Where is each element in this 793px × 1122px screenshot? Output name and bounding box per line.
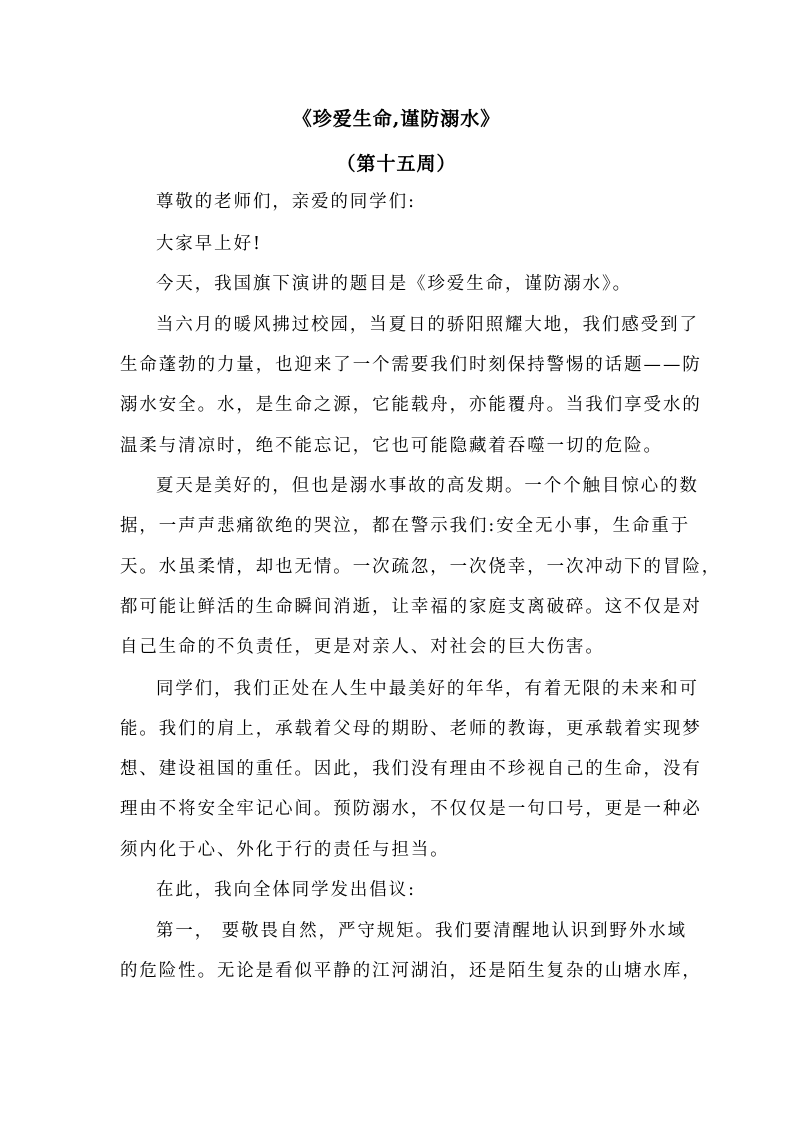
text-line: 能。我们的肩上，承载着父母的期盼、老师的教诲，更承载着实现梦 (120, 719, 702, 739)
greeting-line: 大家早上好! (156, 234, 262, 254)
document-title: 《珍爱生命,谨防溺水》 (292, 108, 501, 130)
text-line: 须内化于心、外化于行的责任与担当。 (120, 840, 450, 860)
text-line: 自己生命的不负责任，更是对亲人、对社会的巨大伤害。 (120, 637, 605, 657)
text-line: 生命蓬勃的力量，也迎来了一个需要我们时刻保持警惕的话题——防 (120, 355, 702, 375)
text-line: 都可能让鲜活的生命瞬间消逝，让幸福的家庭支离破碎。这不仅是对 (120, 597, 702, 617)
text-line: 据，一声声悲痛欲绝的哭泣，都在警示我们:安全无小事，生命重于 (120, 516, 691, 536)
text-line: 在此，我向全体同学发出倡议: (156, 880, 416, 900)
text-line: 的危险性。无论是看似平静的江河湖泊，还是陌生复杂的山塘水库， (120, 961, 702, 981)
text-line: 溺水安全。水，是生命之源，它能载舟，亦能覆舟。当我们享受水的 (120, 395, 702, 415)
text-line: 想、建设祖国的重任。因此，我们没有理由不珍视自己的生命，没有 (120, 759, 702, 779)
text-line: 温柔与清凉时，绝不能忘记，它也可能隐藏着吞噬一切的危险。 (120, 436, 663, 456)
document-subtitle: （第十五周） (336, 153, 457, 175)
text-line: 今天，我国旗下演讲的题目是《珍爱生命，谨防溺水》。 (156, 274, 633, 294)
greeting-line: 尊敬的老师们，亲爱的同学们: (156, 192, 416, 212)
text-line: 当六月的暖风拂过校园，当夏日的骄阳照耀大地，我们感受到了 (156, 315, 699, 335)
text-line: 理由不将安全牢记心间。预防溺水，不仅仅是一句口号，更是一种必 (120, 799, 702, 819)
text-line: 天。水虽柔情，却也无情。一次疏忽，一次侥幸，一次冲动下的冒险， (120, 557, 722, 577)
text-line: 第一， 要敬畏自然，严守规矩。我们要清醒地认识到野外水域 (156, 921, 688, 941)
text-line: 夏天是美好的，但也是溺水事故的高发期。一个个触目惊心的数 (156, 476, 699, 496)
text-line: 同学们，我们正处在人生中最美好的年华，有着无限的未来和可 (156, 679, 699, 699)
